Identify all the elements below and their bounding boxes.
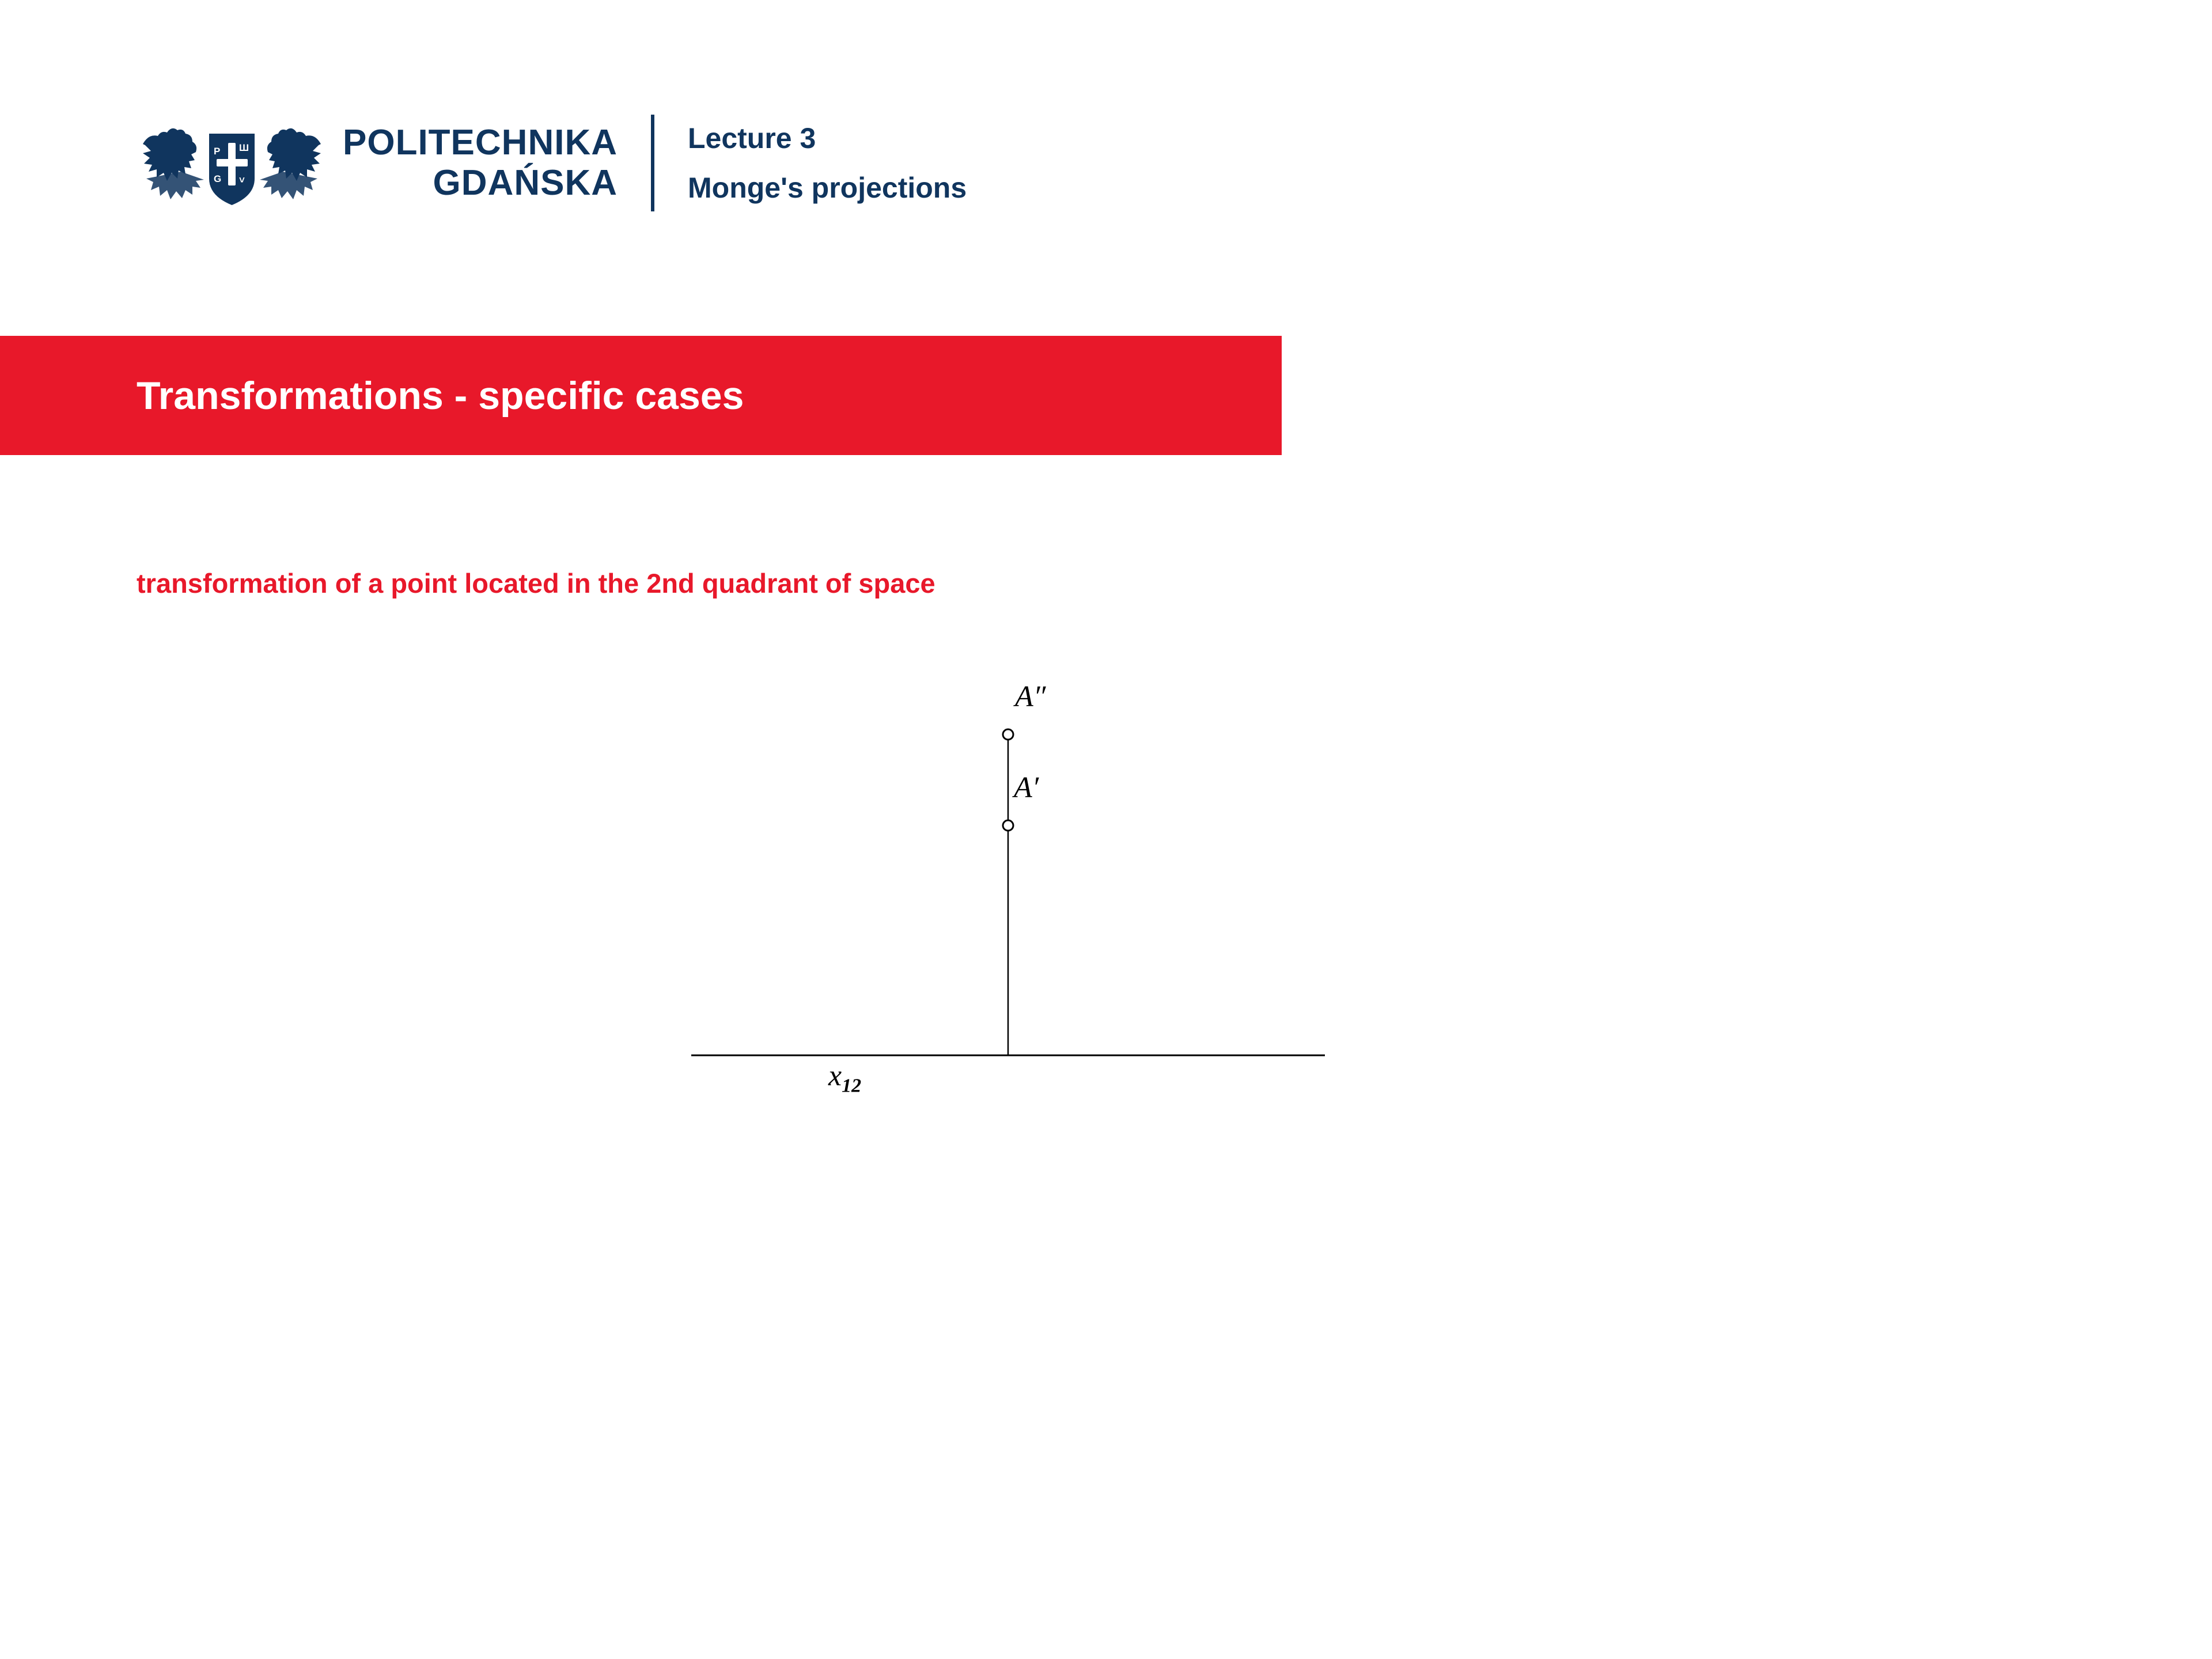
axis-label-letter: x <box>828 1059 842 1092</box>
axis-label-subscript: 12 <box>842 1075 862 1097</box>
point-A-prime <box>1003 820 1013 831</box>
svg-text:G: G <box>214 173 222 184</box>
svg-text:P: P <box>214 146 221 157</box>
slide-title-band <box>0 336 1282 455</box>
svg-text:Ш: Ш <box>239 142 249 153</box>
label-A-double-prime: A″ <box>1015 680 1046 713</box>
lecture-topic: Monge's projections <box>688 171 967 204</box>
pg-coat-of-arms-icon <box>132 109 331 216</box>
university-name <box>343 123 618 203</box>
slide-header <box>132 109 967 216</box>
label-axis-x12 <box>828 1059 861 1097</box>
lecture-number: Lecture 3 <box>688 122 816 154</box>
university-name-line2: GDAŃSKA <box>433 162 618 203</box>
label-A-prime: A′ <box>1014 771 1039 804</box>
slide-subtitle: transformation of a point located in the 2nd quadrant of space <box>137 568 935 599</box>
university-name-line1: POLITECHNIKA <box>343 123 618 163</box>
page-title: Transformations - specific cases <box>137 373 744 418</box>
header-divider <box>651 115 654 211</box>
lecture-info <box>688 113 967 213</box>
svg-text:˅: ˅ <box>239 175 245 185</box>
point-A-double-prime <box>1003 729 1013 740</box>
monge-projection-diagram <box>691 645 1498 1135</box>
